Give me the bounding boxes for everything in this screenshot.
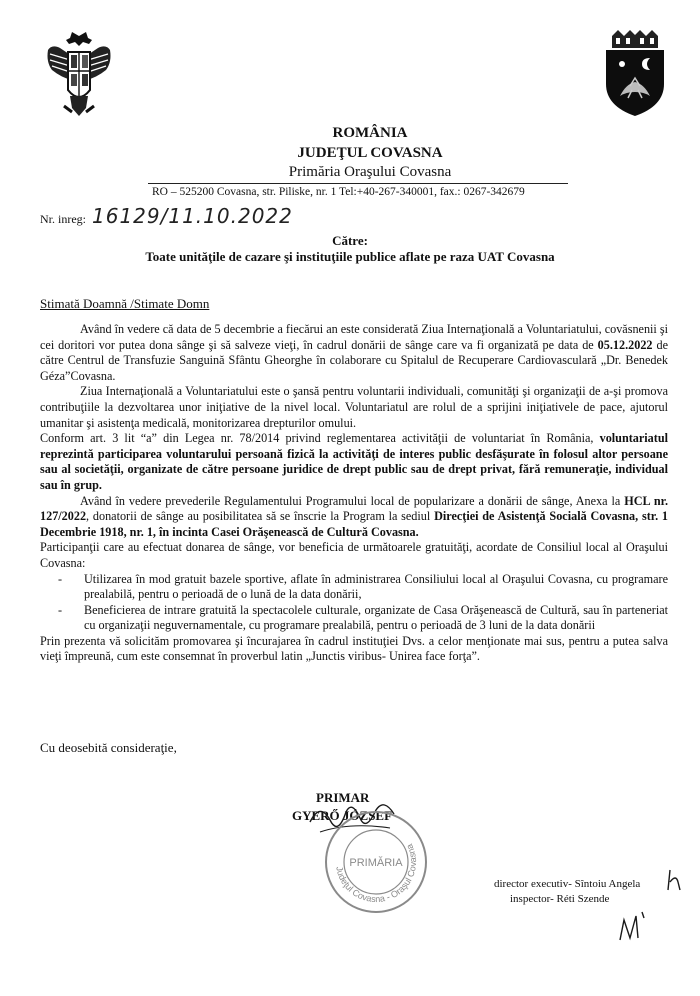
list-item: - Beneficierea de intrare gratuită la spectacolele culturale, organizate de Casa Orăşenească de Cultură, sau în parteneriat cu organizaţii neguvernamentale, cu programare prealabilă, pentru o perioadă de 3 luni de la data donării [58,602,668,633]
paragraph-4-text-mid: , donatorii de sânge au posibilitatea să se înscrie la Program la sediul [86,509,435,524]
recipient-name: Toate unităţile de cazare şi instituţiile publice aflate pe raza UAT Covasna [145,249,555,264]
salutation: Stimată Doamnă /Stimate Domn [40,296,210,311]
registration-label: Nr. inreg: [40,212,86,226]
recipient-to: Către: [332,233,368,248]
inspector-line: inspector- Réti Szende [510,893,610,905]
paragraph-1-text-end: de către Centrul de Transfuzie Sanguină Sfântu Gheorghe în colaborare cu Spitalul de Recuperare Cardiovasculară „Dr. Benedek Géza”Covasna. [40,337,668,383]
director-line: director executiv- Sîntoiu Angela [494,878,641,890]
inspector-initials [616,908,650,944]
official-stamp [322,808,430,916]
registration-location: Direcţiei de Asistenţă Socială Covasna, str. 1 Decembrie 1918, nr. 1, în incinta Casei Orăşenească de Cultură Covasna. [40,509,668,539]
donation-date: 05.12.2022 [597,337,653,352]
list-item-text: Beneficierea de intrare gratuită la spectacolele culturale, organizate de Casa Orăşenească de Cultură, sau în parteneriat cu organizaţii neguvernamentale, cu programare prealabilă, pentru o perioadă de 3 luni de la data donării [84,602,668,633]
paragraph-3-text: Conform art. 3 lit “a” din Legea nr. 78/2014 privind reglementarea activităţii de voluntariat în România, [40,431,600,446]
registration-number: 16129/11.10.2022 [92,204,293,228]
header-institution: Primăria Oraşului Covasna [288,164,452,180]
signatory-title: PRIMAR [316,790,370,805]
paragraph-6: Prin prezenta vă solicităm promovarea şi încurajarea în cadrul instituţiei Dvs. a celor menţionate mai sus, pentru a putea salva vieţi împreună, cum este consemnat în proverbul latin „Junctis viribus- Unirea face forţa”. [40,633,668,664]
closing: Cu deosebită consideraţie, [40,740,177,755]
paragraph-5: Participanţii care au efectuat donarea de sânge, vor beneficia de următoarele gratuităţi, acordate de Consiliul local al Oraşului Covasna: [40,540,668,570]
header-divider [148,183,568,184]
romania-coat-of-arms-icon [42,30,116,122]
paragraph-3 [40,431,668,493]
header-country: ROMÂNIA [332,125,408,141]
covasna-coat-of-arms-icon [600,26,670,118]
stamp-ring-text: Judeţul Covasna - Oraşul Covasna [334,842,419,905]
stamp-center-text: PRIMĂRIA [349,857,403,869]
letter-body [40,322,668,665]
list-item-text: Utilizarea în mod gratuit bazele sportive, aflate în administrarea Consiliului local al Oraşului Covasna, cu programare prealabilă, pentru o perioadă de o lună de la data donării, [84,571,668,602]
volunteering-definition: voluntariatul reprezintă participarea voluntarului persoană fizică la activităţi de interes public desfăşurate în folosul altor persoane sau al societăţii, organizate de către persoane juridice de drept public sau de drept privat, fără remuneraţie, individual sau în grup. [40,431,668,492]
header-county: JUDEŢUL COVASNA [297,145,443,161]
paragraph-1-text: Având în vedere că data de 5 decembrie a fiecărui an este considerată Ziua Internaţională a Voluntariatului, covăsnenii şi cei doritori vor putea dona sânge şi să salveze vieţi, în cadrul donării de sânge care va fi organizată pe data de [40,322,668,352]
paragraph-4-text: Având în vedere prevederile Regulamentului Programului local de popularizare a donării de sânge, Anexa la [80,493,625,508]
paragraph-1 [40,322,668,384]
list-item: - Utilizarea în mod gratuit bazele sportive, aflate în administrarea Consiliului local al Oraşului Covasna, cu programare prealabilă, pentru o perioadă de o lună de la data donării, [58,571,668,602]
header-address: RO – 525200 Covasna, str. Piliske, nr. 1 Tel:+40-267-340001, fax.: 0267-342679 [152,186,525,198]
benefits-list [40,572,668,634]
paragraph-2: Ziua Internaţională a Voluntariatului este o şansă pentru voluntarii individuali, comunităţi şi organizaţii de a-şi promova contribuţiile la dezvoltarea unor iniţiative de la nivel local. Voluntariatul are rolul de a sprijini iniţiativele de pace, ajutorul umanitar şi asistenţa medicală, monitorizarea drepturilor omului. [40,384,668,430]
paragraph-4 [40,494,668,541]
hcl-reference: HCL nr. 127/2022 [40,493,668,524]
director-initials [664,868,686,892]
signatory-name: GYERŐ JÓZSEF [292,808,393,823]
